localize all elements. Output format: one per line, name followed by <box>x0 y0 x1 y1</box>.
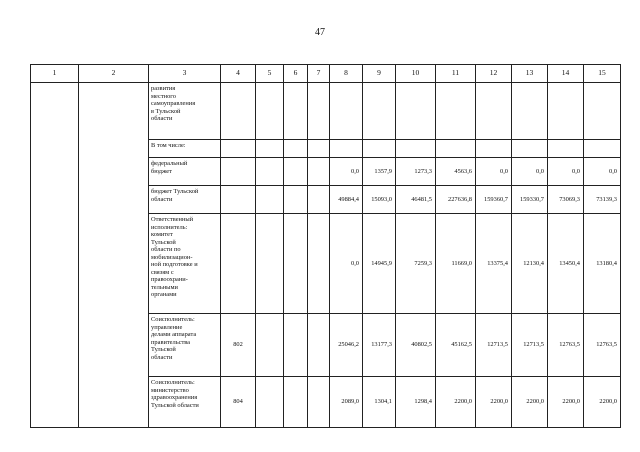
header-cell: 12 <box>476 65 512 83</box>
page-number: 47 <box>315 27 325 38</box>
row-description: бюджет Тульской области <box>149 186 221 214</box>
header-cell: 7 <box>308 65 330 83</box>
header-cell: 8 <box>330 65 363 83</box>
value-cell: 0,0 <box>330 214 363 314</box>
header-cell: 6 <box>284 65 308 83</box>
code-cell: 802 <box>221 314 256 377</box>
header-cell: 3 <box>149 65 221 83</box>
value-cell: 13177,3 <box>363 314 396 377</box>
value-cell: 13375,4 <box>476 214 512 314</box>
value-cell: 1298,4 <box>396 377 436 428</box>
value-cell: 7259,3 <box>396 214 436 314</box>
value-cell: 0,0 <box>512 158 548 186</box>
value-cell: 73139,3 <box>584 186 621 214</box>
code-cell <box>221 158 256 186</box>
row-description: В том числе: <box>149 140 221 158</box>
value-cell: 2200,0 <box>548 377 584 428</box>
header-row <box>31 65 621 83</box>
code-cell: 804 <box>221 377 256 428</box>
header-cell: 4 <box>221 65 256 83</box>
code-cell <box>221 214 256 314</box>
value-cell: 15093,0 <box>363 186 396 214</box>
budget-table <box>30 64 621 428</box>
header-cell: 2 <box>79 65 149 83</box>
value-cell: 2200,0 <box>512 377 548 428</box>
value-cell: 45162,5 <box>436 314 476 377</box>
value-cell: 2089,0 <box>330 377 363 428</box>
value-cell: 2200,0 <box>476 377 512 428</box>
value-cell: 159330,7 <box>512 186 548 214</box>
table-row <box>31 83 621 140</box>
value-cell: 159360,7 <box>476 186 512 214</box>
header-cell: 13 <box>512 65 548 83</box>
value-cell: 12763,5 <box>584 314 621 377</box>
header-cell: 9 <box>363 65 396 83</box>
value-cell: 12130,4 <box>512 214 548 314</box>
value-cell: 0,0 <box>330 158 363 186</box>
row-description: развития местного самоуправления в Тульской области <box>149 83 221 140</box>
value-cell: 1273,3 <box>396 158 436 186</box>
value-cell: 25046,2 <box>330 314 363 377</box>
value-cell: 73069,3 <box>548 186 584 214</box>
value-cell: 12713,5 <box>512 314 548 377</box>
value-cell: 227636,8 <box>436 186 476 214</box>
value-cell: 12763,5 <box>548 314 584 377</box>
header-cell: 10 <box>396 65 436 83</box>
value-cell: 40802,5 <box>396 314 436 377</box>
row-description: Ответственный исполнитель: комитет Тульской области по мобилизацион- ной подготовке и связям с правоохрани- тельными органами <box>149 214 221 314</box>
merged-cell-col1 <box>31 83 79 428</box>
value-cell: 0,0 <box>584 158 621 186</box>
header-cell: 5 <box>256 65 284 83</box>
value-cell: 1357,9 <box>363 158 396 186</box>
value-cell: 1304,1 <box>363 377 396 428</box>
value-cell: 0,0 <box>476 158 512 186</box>
value-cell: 14945,9 <box>363 214 396 314</box>
value-cell: 12713,5 <box>476 314 512 377</box>
value-cell: 13450,4 <box>548 214 584 314</box>
header-cell: 14 <box>548 65 584 83</box>
header-cell: 1 <box>31 65 79 83</box>
row-description: Соисполнитель: управление делами аппарата правительства Тульской области <box>149 314 221 377</box>
value-cell: 46481,5 <box>396 186 436 214</box>
row-description: Соисполнитель: министерство здравоохранения Тульской области <box>149 377 221 428</box>
header-cell: 15 <box>584 65 621 83</box>
row-description: федеральный бюджет <box>149 158 221 186</box>
value-cell: 4563,6 <box>436 158 476 186</box>
merged-cell-col2 <box>79 83 149 428</box>
value-cell: 13180,4 <box>584 214 621 314</box>
value-cell: 49884,4 <box>330 186 363 214</box>
header-cell: 11 <box>436 65 476 83</box>
code-cell <box>221 186 256 214</box>
value-cell: 2200,0 <box>584 377 621 428</box>
value-cell: 2200,0 <box>436 377 476 428</box>
value-cell: 0,0 <box>548 158 584 186</box>
value-cell: 11669,0 <box>436 214 476 314</box>
